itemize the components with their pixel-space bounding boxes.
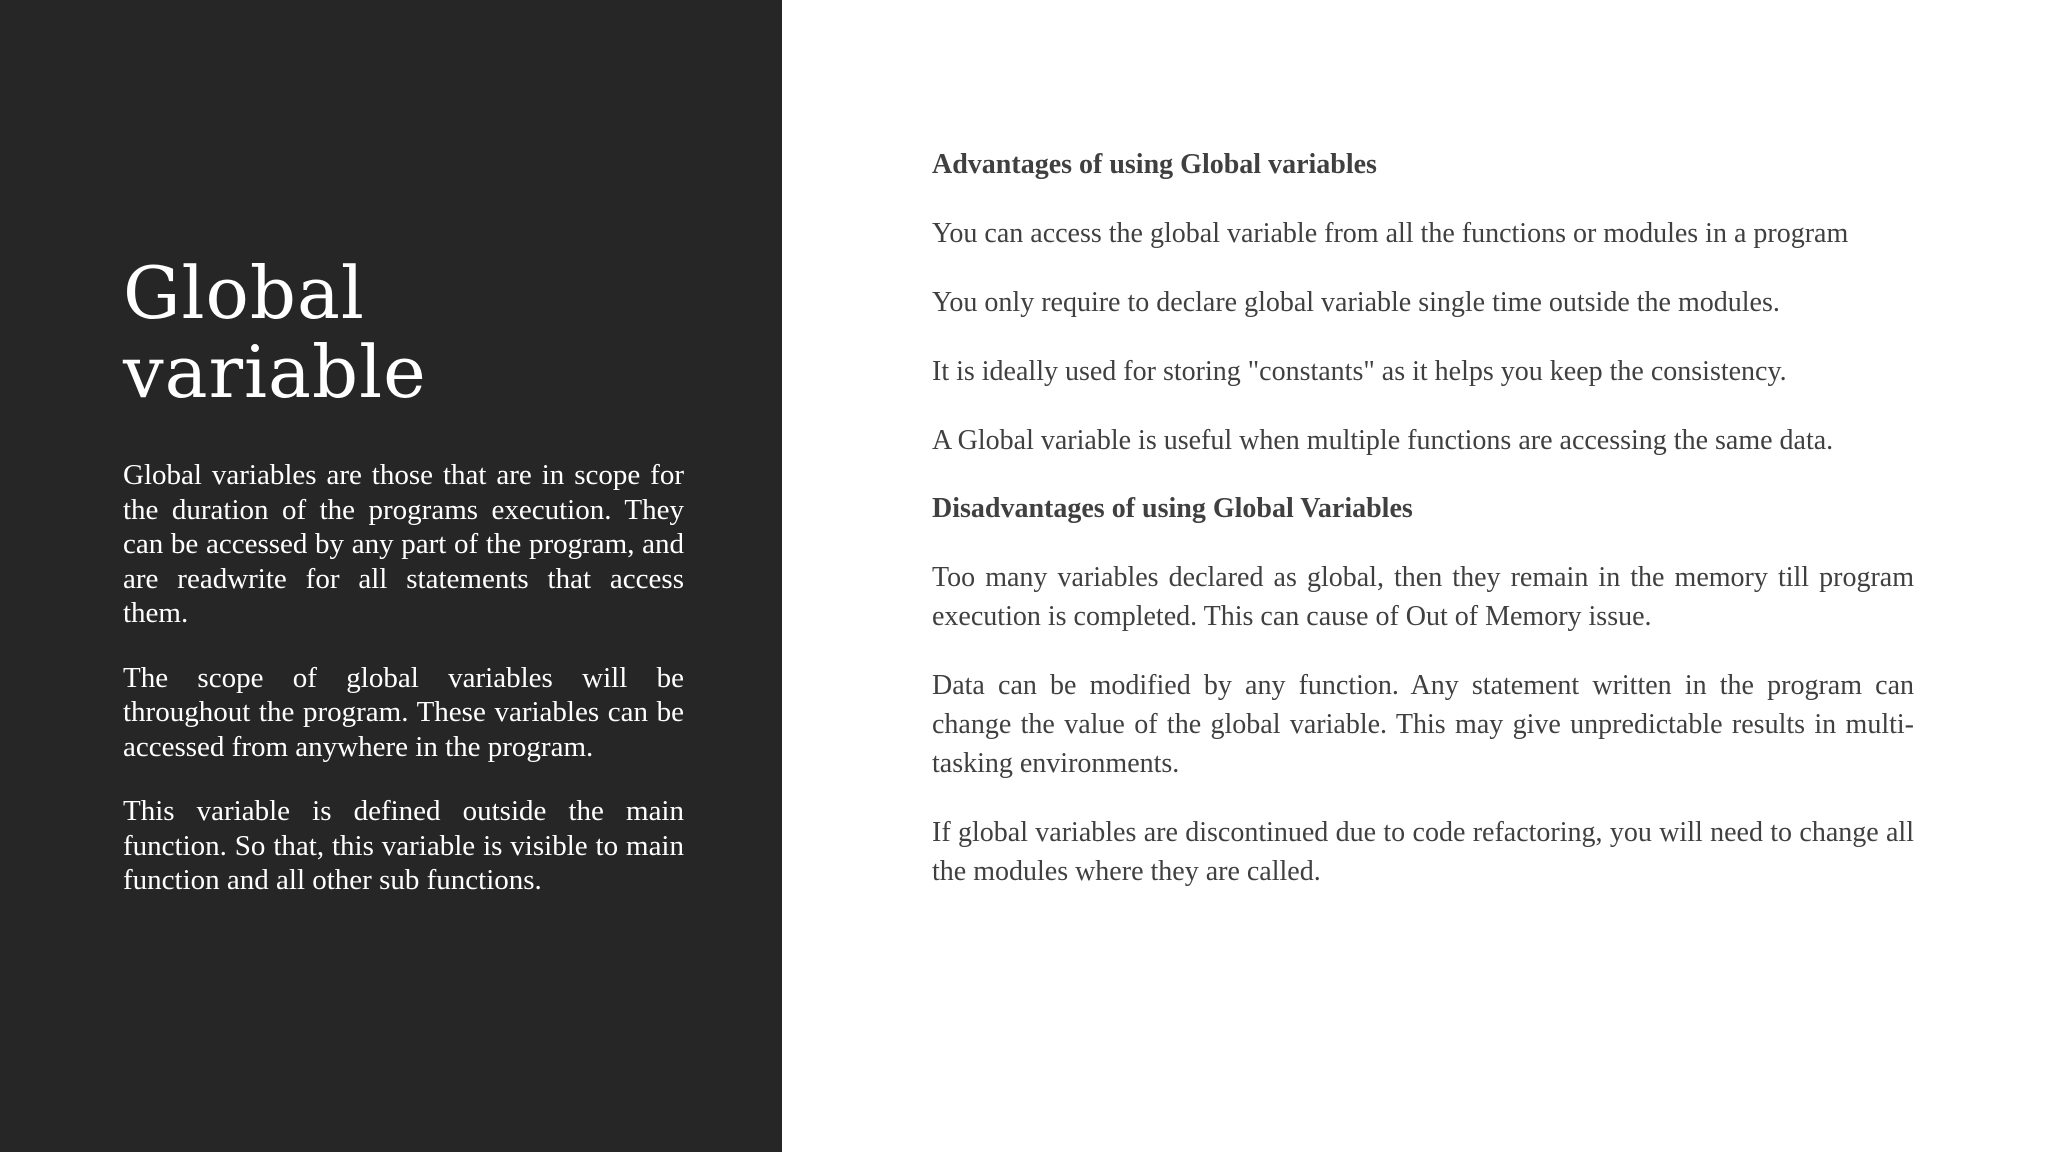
- left-panel: [0, 0, 782, 1152]
- advantage-item: You can access the global variable from all the functions or modules in a program: [932, 218, 1849, 249]
- intro-paragraph: Global variables are those that are in scope for the duration of the programs execution. They can be accessed by any part of the program, and are readwrite for all statements that access them.: [123, 459, 684, 630]
- intro-paragraph: This variable is defined outside the main function. So that, this variable is visible to main function and all other sub functions.: [123, 795, 684, 897]
- disadvantage-item: If global variables are discontinued due to code refactoring, you will need to change all the modules where they are called.: [932, 817, 1914, 887]
- advantage-item: A Global variable is useful when multiple functions are accessing the same data.: [932, 425, 1834, 456]
- advantage-item: It is ideally used for storing "constants" as it helps you keep the consistency.: [932, 356, 1787, 387]
- disadvantage-item: Too many variables declared as global, then they remain in the memory till program execution is completed. This can cause of Out of Memory issue.: [932, 562, 1914, 632]
- slide-title: Global variable: [123, 251, 427, 415]
- intro-paragraph: The scope of global variables will be throughout the program. These variables can be accessed from anywhere in the program.: [123, 661, 684, 763]
- disadvantages-heading: Disadvantages of using Global Variables: [932, 493, 1413, 524]
- advantages-heading: Advantages of using Global variables: [932, 149, 1377, 180]
- disadvantage-item: Data can be modified by any function. Any statement written in the program can change the value of the global variable. This may give unpredictable results in multi-tasking environments.: [932, 670, 1914, 779]
- advantage-item: You only require to declare global variable single time outside the modules.: [932, 287, 1780, 318]
- right-panel: [782, 0, 2048, 1152]
